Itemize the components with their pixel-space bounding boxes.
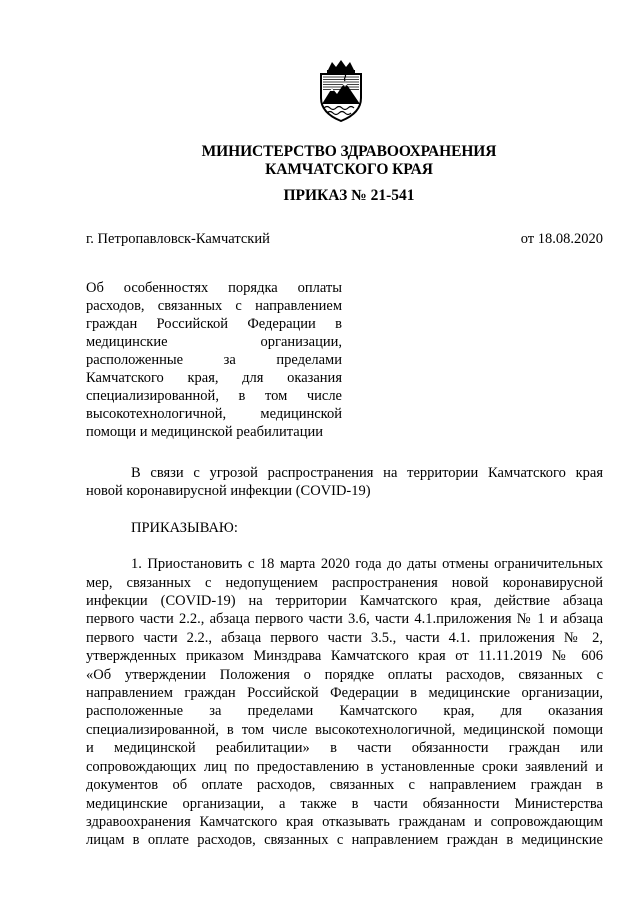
subject-line: расположенные за пределами bbox=[86, 352, 342, 368]
item-line: медицинские организации, а также в части обязанности Министерства bbox=[86, 795, 603, 812]
item-line: лицам в оплате расходов, связанных с направлением граждан в медицинские bbox=[86, 832, 603, 849]
item-line: 1. Приостановить с 18 марта 2020 года до даты отмены ограничительных bbox=[131, 556, 603, 573]
item-line: мер, связанных с недопущением распространения новой коронавирусной bbox=[86, 574, 603, 591]
subject-line: граждан Российской Федерации в bbox=[86, 316, 342, 332]
item-line: инфекции (COVID-19) на территории Камчатского края, действие абзаца bbox=[86, 593, 603, 610]
subject-line: высокотехнологичной, медицинской bbox=[86, 406, 342, 422]
item-line: документов об оплате расходов, связанных с направлением граждан в bbox=[86, 777, 603, 794]
order-directive: ПРИКАЗЫВАЮ: bbox=[131, 519, 238, 536]
item-line: направлением граждан Российской Федерации в медицинские организации, bbox=[86, 685, 603, 702]
place-of-issue: г. Петропавловск-Камчатский bbox=[86, 231, 270, 247]
order-date: от 18.08.2020 bbox=[520, 231, 603, 247]
subject-line: Камчатского края, для оказания bbox=[86, 370, 342, 386]
subject-line: Об особенностях порядка оплаты bbox=[86, 280, 342, 296]
preamble-line: В связи с угрозой распространения на территории Камчатского края bbox=[131, 465, 603, 481]
preamble-paragraph bbox=[86, 464, 603, 501]
item-line: специализированной, в том числе высокотехнологичной, медицинской помощи bbox=[86, 721, 603, 738]
subject-line: помощи и медицинской реабилитации bbox=[86, 424, 323, 440]
order-body bbox=[86, 464, 603, 850]
subject-line: специализированной, в том числе bbox=[86, 388, 342, 404]
item-line: первого части 2.2., абзаца первого части 3.6, части 4.1.приложения № 1 и абзаца bbox=[86, 611, 603, 628]
order-title: ПРИКАЗ № 21-541 bbox=[283, 187, 415, 204]
item-line: первого части 2.2., абзаца первого части 3.5., части 4.1. приложения № 2, bbox=[86, 629, 603, 646]
item-1-paragraph bbox=[86, 555, 603, 850]
kamchatka-coat-of-arms-icon bbox=[315, 58, 367, 122]
ministry-name bbox=[0, 143, 640, 179]
item-line: «Об утверждении Положения о порядке оплаты расходов, связанных с bbox=[86, 666, 603, 683]
item-line: утвержденных приказом Минздрава Камчатского края от 11.11.2019 № 606 bbox=[86, 648, 603, 665]
item-line: сопровождающих лиц по предоставлению в установленные сроки заявлений и bbox=[86, 758, 603, 775]
subject-line: медицинские организации, bbox=[86, 334, 342, 350]
order-subject bbox=[86, 279, 342, 441]
item-line: здравоохранения Камчатского края отказывать гражданам и сопровождающим bbox=[86, 813, 603, 830]
subject-line: расходов, связанных с направлением bbox=[86, 298, 342, 314]
item-line: и медицинской реабилитации» в части обязанности граждан или bbox=[86, 740, 603, 757]
preamble-line: новой коронавирусной инфекции (COVID-19) bbox=[86, 483, 371, 500]
item-line: расположенные за пределами Камчатского края, для оказания bbox=[86, 703, 603, 720]
ministry-line-1: МИНИСТЕРСТВО ЗДРАВООХРАНЕНИЯ bbox=[201, 143, 497, 160]
ministry-line-2: КАМЧАТСКОГО КРАЯ bbox=[265, 161, 433, 178]
